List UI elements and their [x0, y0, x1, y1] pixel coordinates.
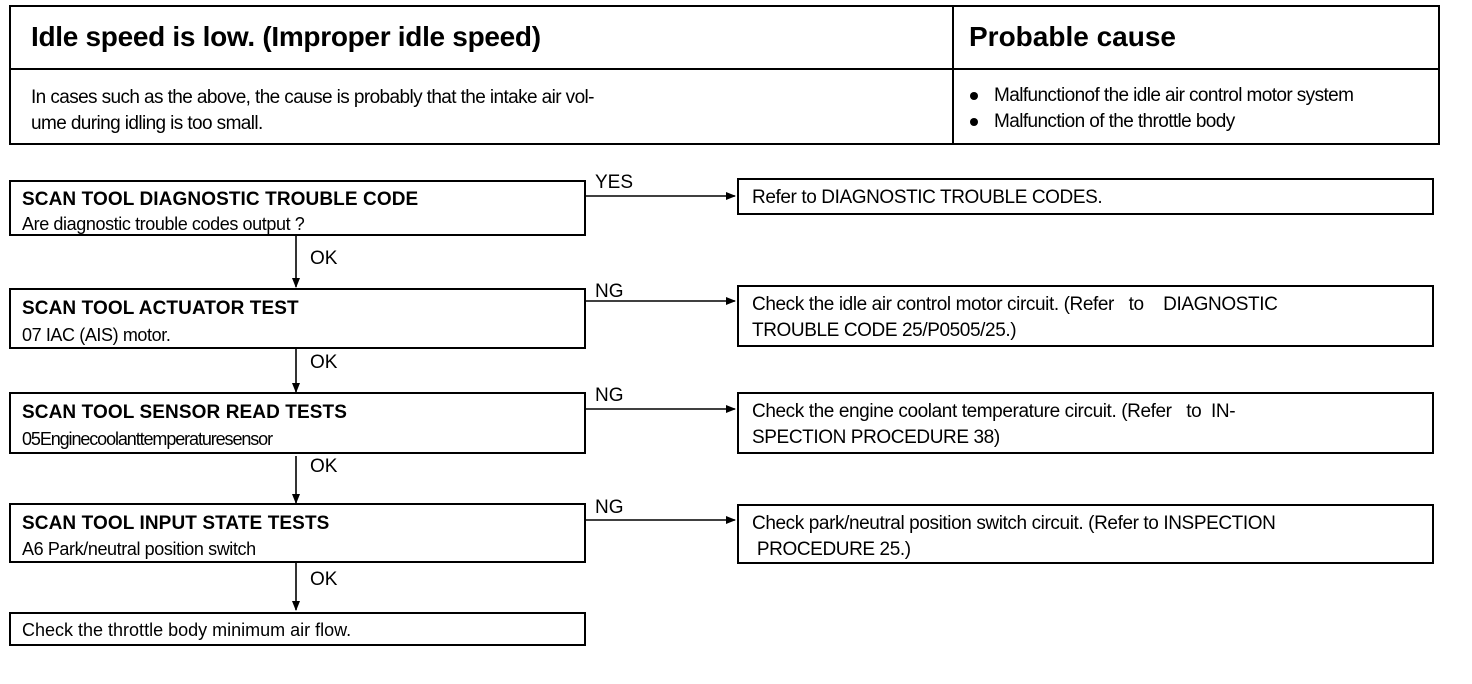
step-subtitle: A6 Park/neutral position switch — [22, 539, 256, 559]
action-text: Refer to DIAGNOSTIC TROUBLE CODES. — [752, 187, 1103, 208]
step-box-actuator-test — [9, 288, 586, 349]
action-text-line-1: Check the idle air control motor circuit. (Refer to DIAGNOSTIC — [752, 294, 1278, 315]
step-box-diagnostic-trouble-code — [9, 180, 586, 236]
branch-label-ng: NG — [595, 497, 624, 518]
probable-cause-title: Probable cause — [969, 21, 1176, 52]
step-subtitle: Are diagnostic trouble codes output ? — [22, 214, 305, 234]
action-text-line-2: PROCEDURE 25.) — [752, 539, 911, 560]
action-text-line-1: Check park/neutral position switch circuit. (Refer to INSPECTION — [752, 513, 1276, 534]
action-box-idle-air-control-circuit — [737, 285, 1434, 347]
action-text — [752, 399, 1235, 451]
final-step-text: Check the throttle body minimum air flow. — [22, 620, 352, 640]
step-subtitle: 05Enginecoolanttemperaturesensor — [22, 429, 272, 449]
action-text-line-2: SPECTION PROCEDURE 38) — [752, 427, 1000, 448]
action-box-park-neutral-switch-circuit — [737, 504, 1434, 564]
next-label-ok: OK — [310, 456, 338, 477]
symptom-description-line-1: In cases such as the above, the cause is probably that the intake air vol- — [31, 87, 594, 108]
symptom-description-line-2: ume during idling is too small. — [31, 113, 263, 134]
probable-cause-text: Malfunctionof the idle air control motor system — [994, 85, 1354, 106]
next-label-ok: OK — [310, 569, 338, 590]
action-text — [752, 511, 1275, 563]
branch-label-ng: NG — [595, 281, 624, 302]
action-text-line-1: Check the engine coolant temperature circuit. (Refer to IN- — [752, 401, 1236, 422]
final-step-box-throttle-body — [9, 612, 586, 646]
next-label-ok: OK — [310, 248, 338, 269]
branch-label-ng: NG — [595, 385, 624, 406]
step-title: SCAN TOOL DIAGNOSTIC TROUBLE CODE — [22, 189, 419, 210]
step-title: SCAN TOOL SENSOR READ TESTS — [22, 402, 348, 423]
action-box-diagnostic-trouble-codes — [737, 178, 1434, 215]
page-title: Idle speed is low. (Improper idle speed) — [31, 21, 541, 52]
step-box-input-state-tests — [9, 503, 586, 563]
next-label-ok: OK — [310, 352, 338, 373]
action-text-line-2: TROUBLE CODE 25/P0505/25.) — [752, 320, 1017, 341]
action-text — [752, 292, 1277, 344]
step-box-sensor-read-tests — [9, 392, 586, 454]
step-subtitle: 07 IAC (AIS) motor. — [22, 325, 171, 345]
step-title: SCAN TOOL ACTUATOR TEST — [22, 298, 299, 319]
action-box-coolant-temperature-circuit — [737, 392, 1434, 454]
branch-label-yes: YES — [595, 172, 634, 193]
step-title: SCAN TOOL INPUT STATE TESTS — [22, 513, 330, 534]
probable-cause-text: Malfunction of the throttle body — [994, 111, 1235, 132]
